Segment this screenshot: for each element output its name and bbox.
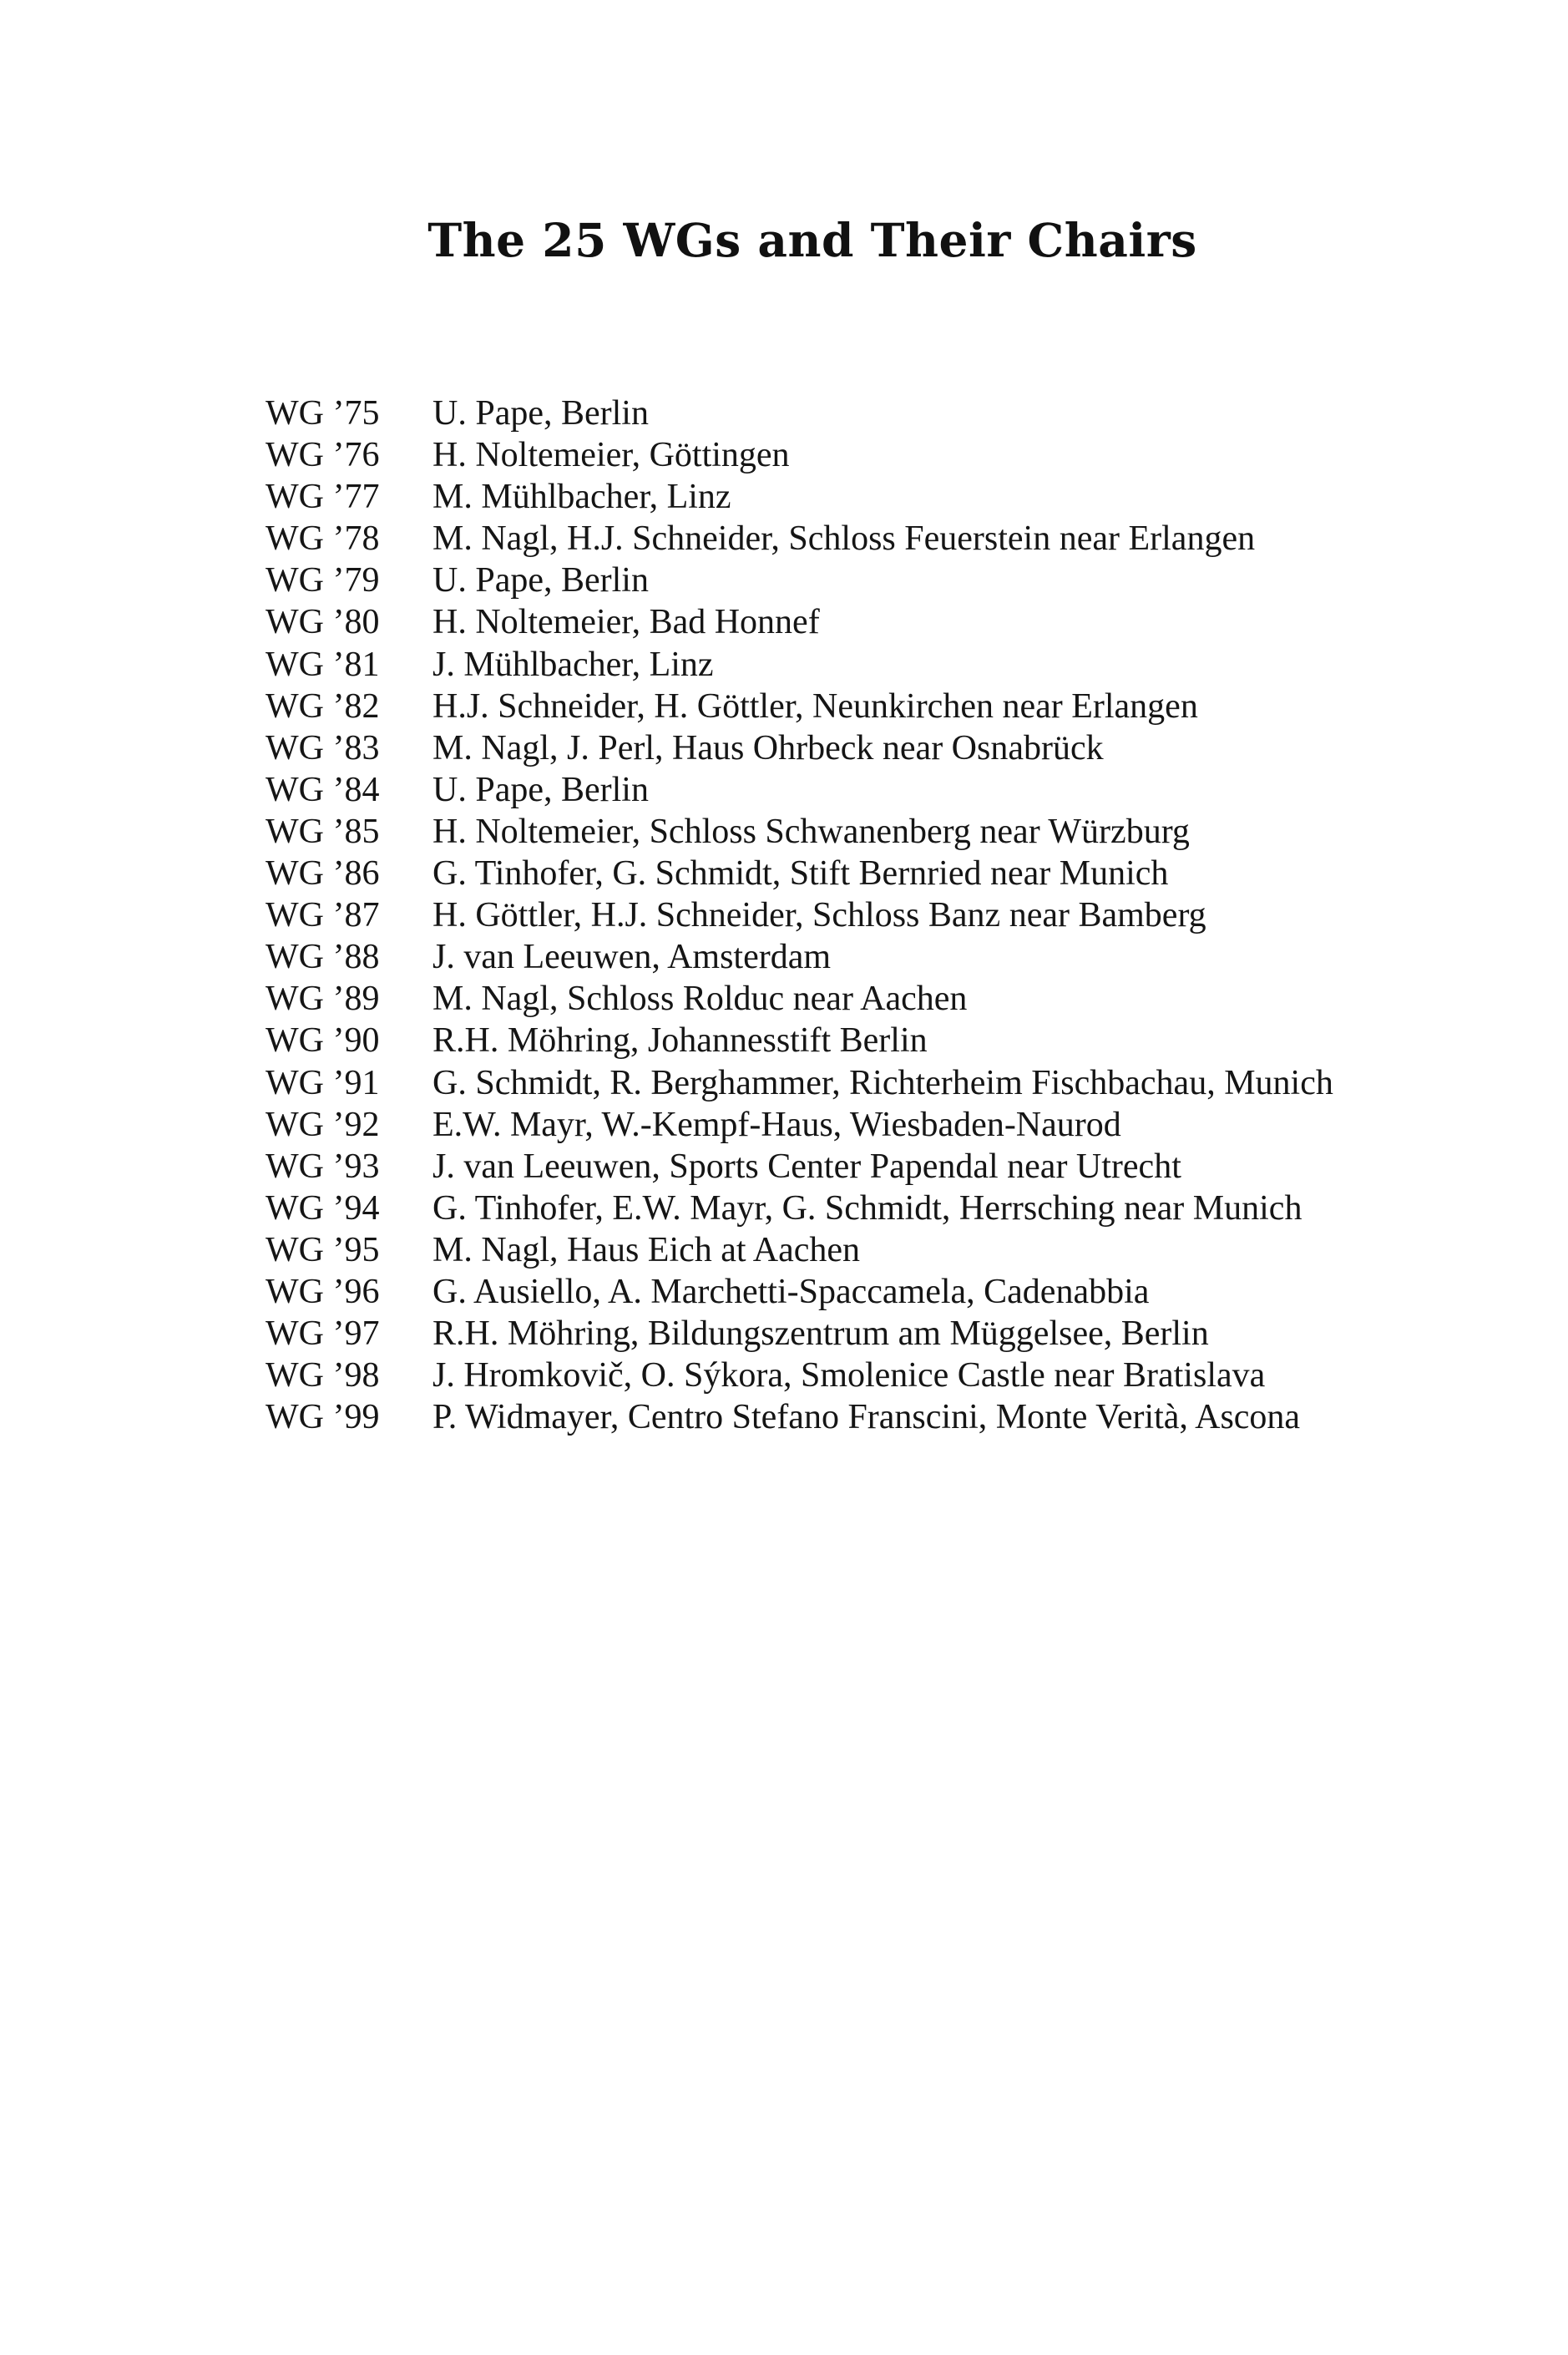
list-item [266,1396,1333,1438]
wg-year: WG ’92 [266,1105,380,1144]
wg-year: WG ’78 [266,519,380,559]
wg-chairs: E.W. Mayr, W.-Kempf-Haus, Wiesbaden-Naurod [432,1105,1121,1144]
list-item [266,644,1333,686]
list-item [266,476,1333,518]
wg-year: WG ’96 [266,1272,380,1311]
wg-year: WG ’75 [266,394,380,433]
wg-chairs: H. Noltemeier, Bad Honnef [432,603,820,642]
list-item [266,686,1333,727]
list-item [266,1020,1333,1061]
list-item [266,560,1333,601]
wg-chairs: M. Nagl, Haus Eich at Aachen [432,1230,861,1269]
list-item [266,1271,1333,1313]
wg-year: WG ’99 [266,1398,380,1437]
list-item [266,1104,1333,1146]
wg-chairs: U. Pape, Berlin [432,770,649,809]
wg-chairs: U. Pape, Berlin [432,394,649,433]
wg-year: WG ’79 [266,561,380,600]
wg-year: WG ’80 [266,603,380,642]
wg-chairs: G. Tinhofer, G. Schmidt, Stift Bernried near Munich [432,854,1169,894]
wg-chairs: P. Widmayer, Centro Stefano Franscini, Monte Verità, Ascona [432,1398,1301,1437]
wg-year: WG ’83 [266,728,380,767]
wg-chairs: U. Pape, Berlin [432,561,649,600]
wg-year: WG ’98 [266,1356,380,1395]
wg-chairs: M. Mühlbacher, Linz [432,478,731,517]
list-item [266,936,1333,978]
wg-chairs-list [266,392,1333,1438]
wg-chairs: M. Nagl, Schloss Rolduc near Aachen [432,980,968,1019]
wg-year: WG ’93 [266,1147,380,1186]
wg-chairs: H. Noltemeier, Göttingen [432,436,790,475]
wg-year: WG ’97 [266,1314,380,1354]
wg-year: WG ’91 [266,1063,380,1102]
wg-year: WG ’82 [266,686,380,726]
wg-year: WG ’76 [266,436,380,475]
list-item [266,727,1333,769]
wg-chairs: H. Göttler, H.J. Schneider, Schloss Banz near Bamberg [432,896,1206,935]
list-item [266,978,1333,1020]
wg-chairs: H.J. Schneider, H. Göttler, Neunkirchen near Erlangen [432,686,1198,726]
wg-chairs: J. van Leeuwen, Amsterdam [432,938,832,977]
wg-year: WG ’95 [266,1230,380,1269]
list-item [266,392,1333,434]
wg-year: WG ’90 [266,1021,380,1061]
wg-chairs: R.H. Möhring, Bildungszentrum am Müggelsee, Berlin [432,1314,1209,1354]
list-item [266,811,1333,853]
wg-year: WG ’85 [266,812,380,851]
list-item [266,769,1333,811]
list-item [266,518,1333,560]
list-item [266,1355,1333,1396]
wg-year: WG ’89 [266,980,380,1019]
wg-chairs: G. Ausiello, A. Marchetti-Spaccamela, Cadenabbia [432,1272,1150,1311]
wg-year: WG ’87 [266,896,380,935]
wg-year: WG ’77 [266,478,380,517]
wg-year: WG ’88 [266,938,380,977]
list-item [266,1188,1333,1229]
wg-chairs: M. Nagl, J. Perl, Haus Ohrbeck near Osnabrück [432,728,1104,767]
list-item [266,1062,1333,1104]
list-item [266,894,1333,936]
wg-chairs: R.H. Möhring, Johannesstift Berlin [432,1021,928,1061]
wg-chairs: M. Nagl, H.J. Schneider, Schloss Feuerstein near Erlangen [432,519,1256,559]
wg-chairs: G. Tinhofer, E.W. Mayr, G. Schmidt, Herrsching near Munich [432,1188,1302,1228]
list-item [266,1146,1333,1188]
list-item [266,601,1333,643]
list-item [266,434,1333,476]
wg-chairs: J. van Leeuwen, Sports Center Papendal near Utrecht [432,1147,1181,1186]
list-item [266,1313,1333,1355]
list-item [266,1229,1333,1271]
page-title: The 25 WGs and Their Chairs [427,213,1197,267]
wg-chairs: G. Schmidt, R. Berghammer, Richterheim Fischbachau, Munich [432,1063,1333,1102]
wg-year: WG ’86 [266,854,380,894]
wg-chairs: J. Hromkovič, O. Sýkora, Smolenice Castle near Bratislava [432,1356,1266,1395]
wg-chairs: H. Noltemeier, Schloss Schwanenberg near Würzburg [432,812,1190,851]
list-item [266,853,1333,894]
wg-year: WG ’84 [266,770,380,809]
wg-year: WG ’94 [266,1188,380,1228]
wg-chairs: J. Mühlbacher, Linz [432,645,714,684]
wg-year: WG ’81 [266,645,380,684]
